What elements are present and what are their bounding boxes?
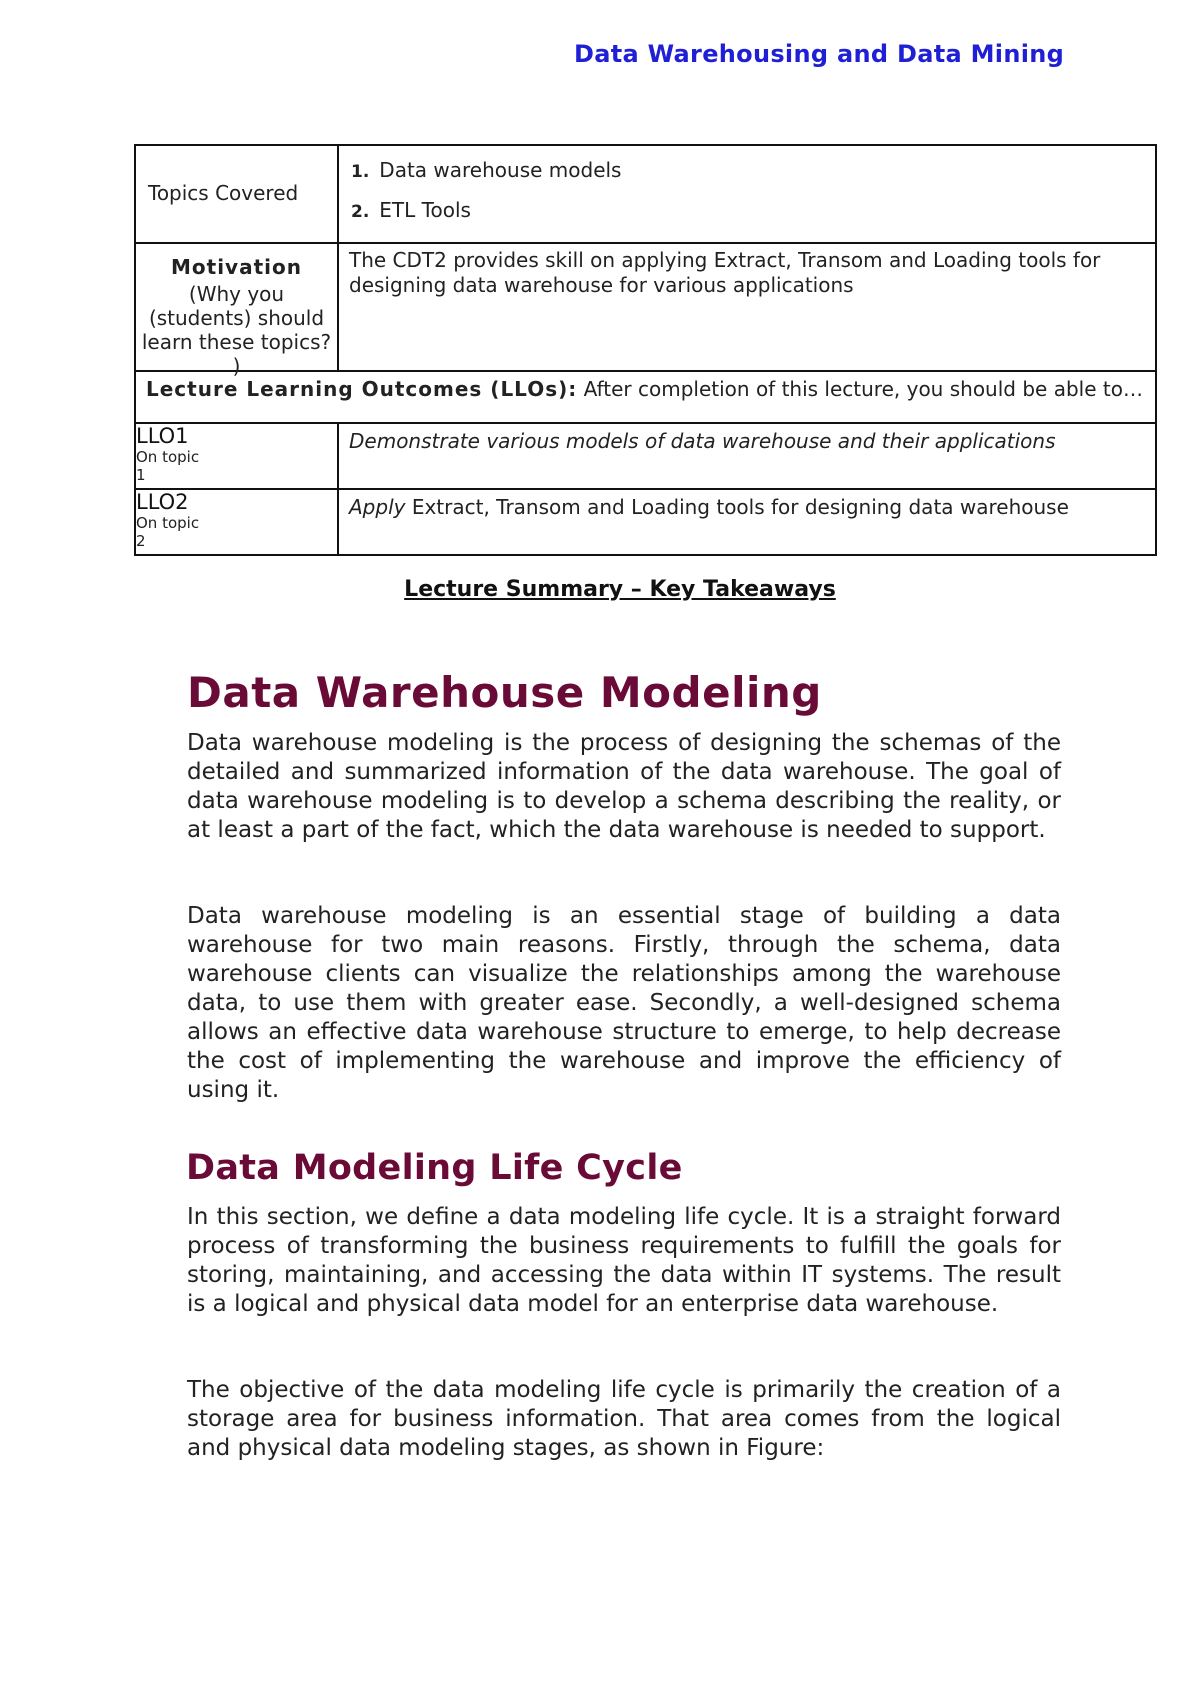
topics-label: Topics Covered [148,181,299,205]
topic-text: Data warehouse models [379,158,622,182]
paragraph: Data warehouse modeling is an essential stage of building a data warehouse for two main reasons. Firstly, through the schema, data warehouse clients can visualize the relationships among the warehouse data, to use them with greater ease. Secondly, a well-designed schema allows an effective data warehouse structure to emerge, to help decrease the cost of implementing the warehouse and improve the efficiency of using it. [187,903,1061,1103]
summary-title: Lecture Summary – Key Takeaways [404,577,836,602]
motivation-text-cell [338,243,1156,371]
llo-code: LLO2 [136,490,189,514]
llo-heading-row [135,371,1156,423]
llo-code-cell [135,423,338,489]
llo-topic-number: 2 [136,532,146,550]
llo-row [135,423,1156,489]
llo-text-italic: Apply [349,495,406,519]
topic-text: ETL Tools [379,198,471,222]
topics-list [339,146,1155,242]
motivation-row [135,243,1156,371]
motivation-label-cell [135,243,338,378]
motivation-label [136,244,337,378]
llo-heading-bold: Lecture Learning Outcomes (LLOs): [146,377,578,401]
llo-code-cell [135,489,338,555]
llo-text-italic: Demonstrate various models of data warehouse and their applications [349,429,1056,453]
llo-row [135,489,1156,555]
topics-list-cell [338,145,1156,243]
llo-on-topic: On topic [136,514,200,532]
llo-text-cell [338,423,1156,489]
paragraph: In this section, we define a data modeling life cycle. It is a straight forward process of transforming the business requirements to fulfill the goals for storing, maintaining, and accessing the data within IT systems. The result is a logical and physical data model for an enterprise data warehouse. [187,1204,1061,1317]
motivation-subtitle: (Why you (students) should learn these topics? ) [141,282,332,378]
llo-text-rest: Extract, Transom and Loading tools for designing data warehouse [405,495,1069,519]
llo-text-cell [338,489,1156,555]
paragraph: The objective of the data modeling life cycle is primarily the creation of a storage area for business information. That area comes from the logical and physical data modeling stages, as shown in Figure: [187,1377,1061,1461]
paragraph: Data warehouse modeling is the process of designing the schemas of the detailed and summarized information of the data warehouse. The goal of data warehouse modeling is to develop a schema describing the reality, or at least a part of the fact, which the data warehouse is needed to support. [187,730,1061,843]
topics-row [135,145,1156,243]
topics-label-cell [135,145,338,243]
llo-text [339,490,1155,520]
llo-on-topic: On topic [136,448,200,466]
llo-topic-number: 1 [136,466,146,484]
topic-item [351,196,1145,236]
llo-heading-text: After completion of this lecture, you should be able to… [577,377,1143,401]
llo-text [339,424,1155,454]
section-heading-data-warehouse-modeling: Data Warehouse Modeling [187,668,822,717]
section-heading-data-modeling-life-cycle: Data Modeling Life Cycle [186,1148,683,1188]
motivation-text: The CDT2 provides skill on applying Extract, Transom and Loading tools for designing data warehouse for various applications [349,248,1101,297]
llo-heading-cell [135,371,1156,423]
llo-code: LLO1 [136,424,189,448]
topic-item [351,156,1145,196]
lecture-info-table [134,144,1157,556]
running-header: Data Warehousing and Data Mining [574,40,1065,68]
topic-number: 1. [351,162,370,182]
llo-heading [136,372,1155,422]
topic-number: 2. [351,202,370,222]
motivation-title: Motivation [171,255,302,279]
